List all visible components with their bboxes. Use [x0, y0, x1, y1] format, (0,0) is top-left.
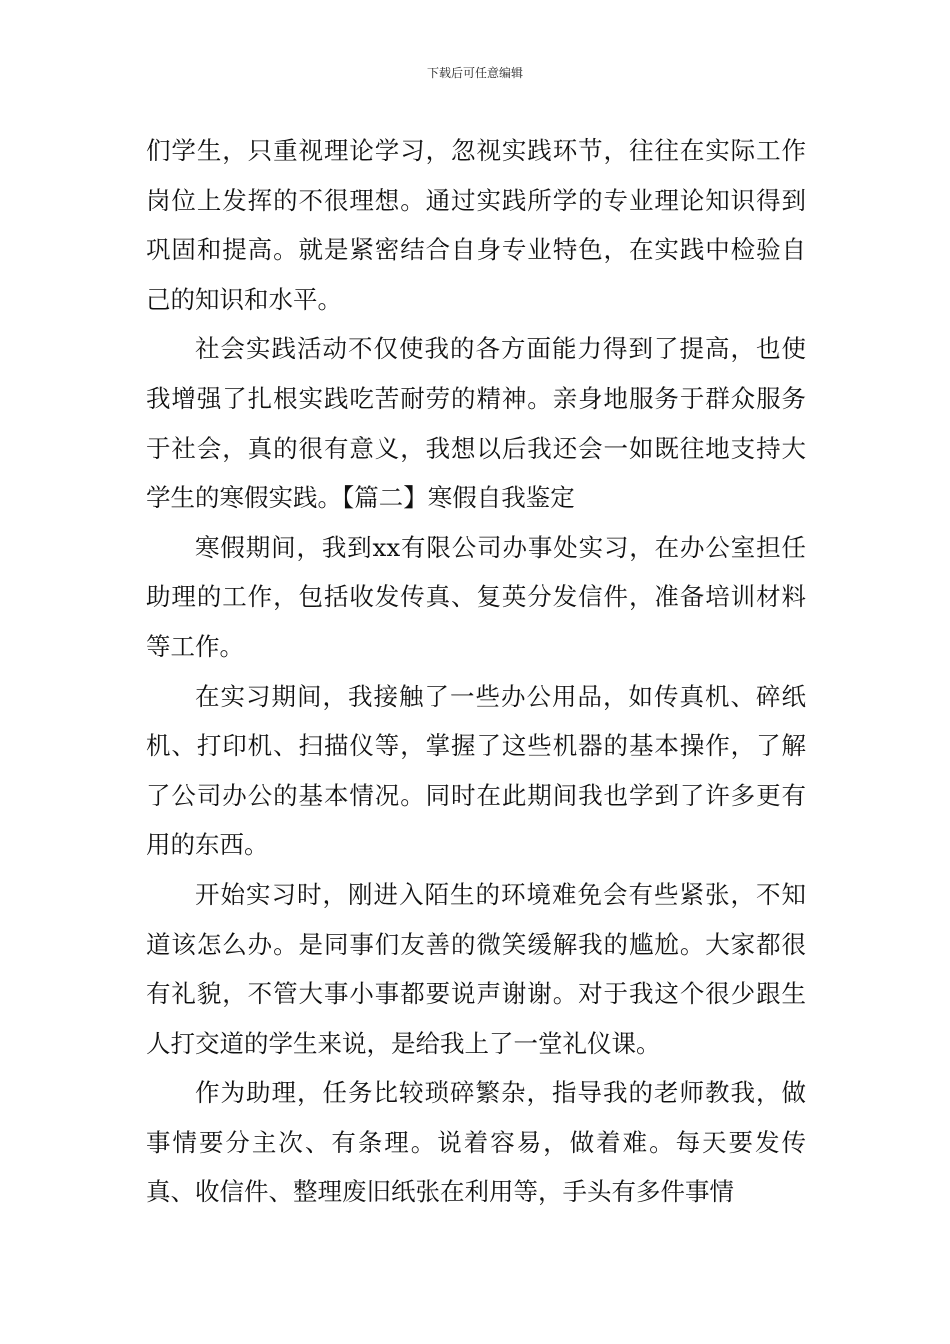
paragraph: 开始实习时，刚进入陌生的环境难免会有些紧张，不知道该怎么办。是同事们友善的微笑缓解我的尴尬。大家都很有礼貌，不管大事小事都要说声谢谢。对于我这个很少跟生人打交道的学生来说，是给我上了一堂礼仪课。: [146, 879, 806, 1058]
document-body: [146, 126, 806, 1217]
paragraph-continuation: 们学生，只重视理论学习，忽视实践环节，往往在实际工作岗位上发挥的不很理想。通过实践所学的专业理论知识得到巩固和提高。就是紧密结合自身专业特色，在实践中检验自己的知识和水平。: [146, 136, 806, 314]
paragraph: 寒假期间，我到xx有限公司办事处实习，在办公室担任助理的工作，包括收发传真、复英分发信件，准备培训材料等工作。: [146, 532, 806, 661]
paragraph: 社会实践活动不仅使我的各方面能力得到了提高，也使我增强了扎根实践吃苦耐劳的精神。亲身地服务于群众服务于社会，真的很有意义，我想以后我还会一如既往地支持大学生的寒假实践。【篇二】寒假自我鉴定: [146, 334, 806, 513]
page-header: 下载后可任意编辑: [426, 66, 523, 80]
paragraph: 在实习期间，我接触了一些办公用品，如传真机、碎纸机、打印机、扫描仪等，掌握了这些机器的基本操作，了解了公司办公的基本情况。同时在此期间我也学到了许多更有用的东西。: [146, 681, 806, 860]
paragraph: 作为助理，任务比较琐碎繁杂，指导我的老师教我，做事情要分主次、有条理。说着容易，做着难。每天要发传真、收信件、整理废旧纸张在利用等，手头有多件事情: [146, 1078, 806, 1207]
